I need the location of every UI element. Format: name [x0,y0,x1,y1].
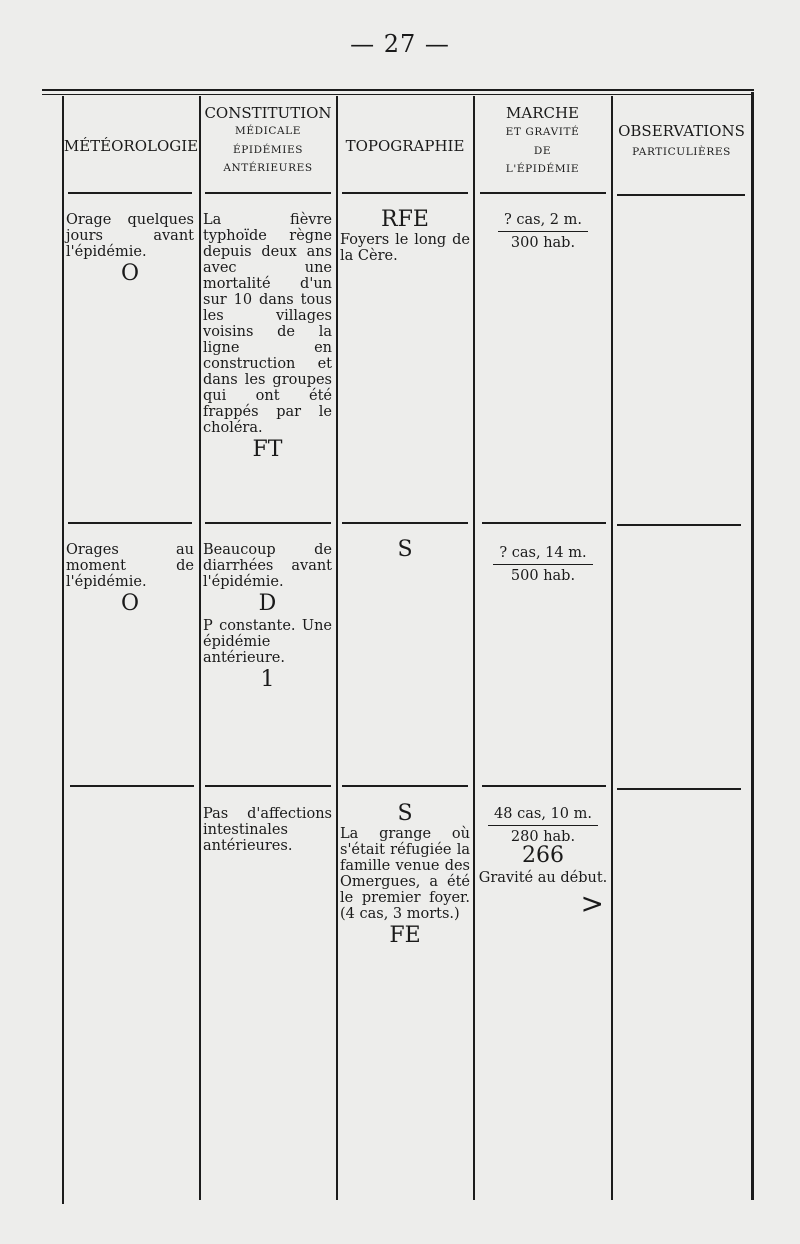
header-rule [68,192,192,194]
column-rule [336,96,338,1200]
row-rule [205,522,331,524]
constitution-code: FT [252,437,283,462]
constitution-text: Pas d'affections intestinales antérieures. [203,806,332,854]
marche-cases: ? cas, 14 m. [493,545,592,565]
header-meteorologie: MÉTÉOROLOGIE [63,137,199,155]
topo-code: S [397,537,413,562]
header-observations-title: OBSERVATIONS [618,122,745,140]
row3-marche [476,806,610,918]
header-constitution-title: CONSTITUTION [204,104,332,122]
header-rule [617,194,745,196]
column-rule [473,96,475,1200]
page-number: — 27 — [350,30,450,58]
column-rule [62,96,64,1204]
row-rule [205,785,331,787]
constitution-code: D [258,591,277,616]
marche-cases: ? cas, 2 m. [498,212,588,232]
topo-code-2: FE [389,923,421,948]
header-marche-sub: DE [533,144,552,157]
row-rule [617,788,741,790]
header-marche [474,104,611,176]
row2-constitution [203,542,332,692]
meteo-text: Orage quelques jours avant l'épidémie. [66,212,194,260]
row1-meteorologie [66,212,194,286]
row-rule [482,785,606,787]
top-rule-thin [42,94,754,95]
topo-code: S [397,801,413,826]
topo-text: La grange où s'était réfugiée la famille venue des Omergues, a été le premier foyer. (4 cas, 3 morts.) [340,826,470,922]
header-marche-sub: ET GRAVITÉ [505,126,580,138]
row-rule [482,522,606,524]
header-constitution-sub: ÉPIDÉMIES [232,143,304,156]
constitution-text: Beaucoup de diarrhées avant l'épidémie. [203,542,332,590]
header-rule [480,192,606,194]
constitution-text: La fièvre typhoïde règne depuis deux ans avec une mortalité d'un sur 10 dans tous les villages voisins de la ligne en construction et dans les groupes qui ont été frappés par le choléra. [203,212,332,436]
top-rule [42,89,754,91]
row1-constitution [203,212,332,462]
marche-cases: 48 cas, 10 m. [488,806,598,826]
header-topographie: TOPOGRAPHIE [345,137,465,155]
row1-marche [478,212,608,252]
marche-population: 500 hab. [510,568,576,584]
constitution-text-2: P constante. Une épidémie antérieure. [203,618,332,666]
row2-topographie [340,537,470,562]
row-rule [342,785,468,787]
row-rule [68,522,192,524]
column-rule [751,92,754,1200]
header-constitution-sub: ANTÉRIEURES [223,162,313,175]
header-constitution-sub: MÉDICALE [234,125,302,137]
meteo-text: Orages au moment de l'épidémie. [66,542,194,590]
greater-than-symbol: > [580,887,604,920]
marche-text: Gravité au début. [478,870,608,886]
row-rule [342,522,468,524]
row2-marche [478,545,608,585]
topo-code: RFE [381,207,429,232]
header-rule [342,192,468,194]
row1-topographie [340,207,470,264]
header-observations-sub: PARTICULIÈRES [632,146,731,158]
topo-text: Foyers le long de la Cère. [340,232,470,264]
header-marche-title: MARCHE [506,104,579,122]
meteo-code: O [120,591,140,616]
row3-constitution [203,806,332,854]
column-rule [199,96,201,1200]
meteo-code: O [120,261,140,286]
marche-population: 300 hab. [510,235,576,251]
constitution-code-2: 1 [260,667,275,692]
marche-code: 266 [522,843,564,868]
row-rule [70,785,194,787]
row2-meteorologie [66,542,194,616]
header-rule [205,192,331,194]
header-observations [612,122,751,159]
row-rule [617,524,741,526]
row3-topographie [340,801,470,948]
header-marche-sub: L'ÉPIDÉMIE [505,163,580,176]
header-constitution [200,104,336,175]
marche-population: 280 hab. [510,829,576,845]
column-rule [611,96,613,1200]
